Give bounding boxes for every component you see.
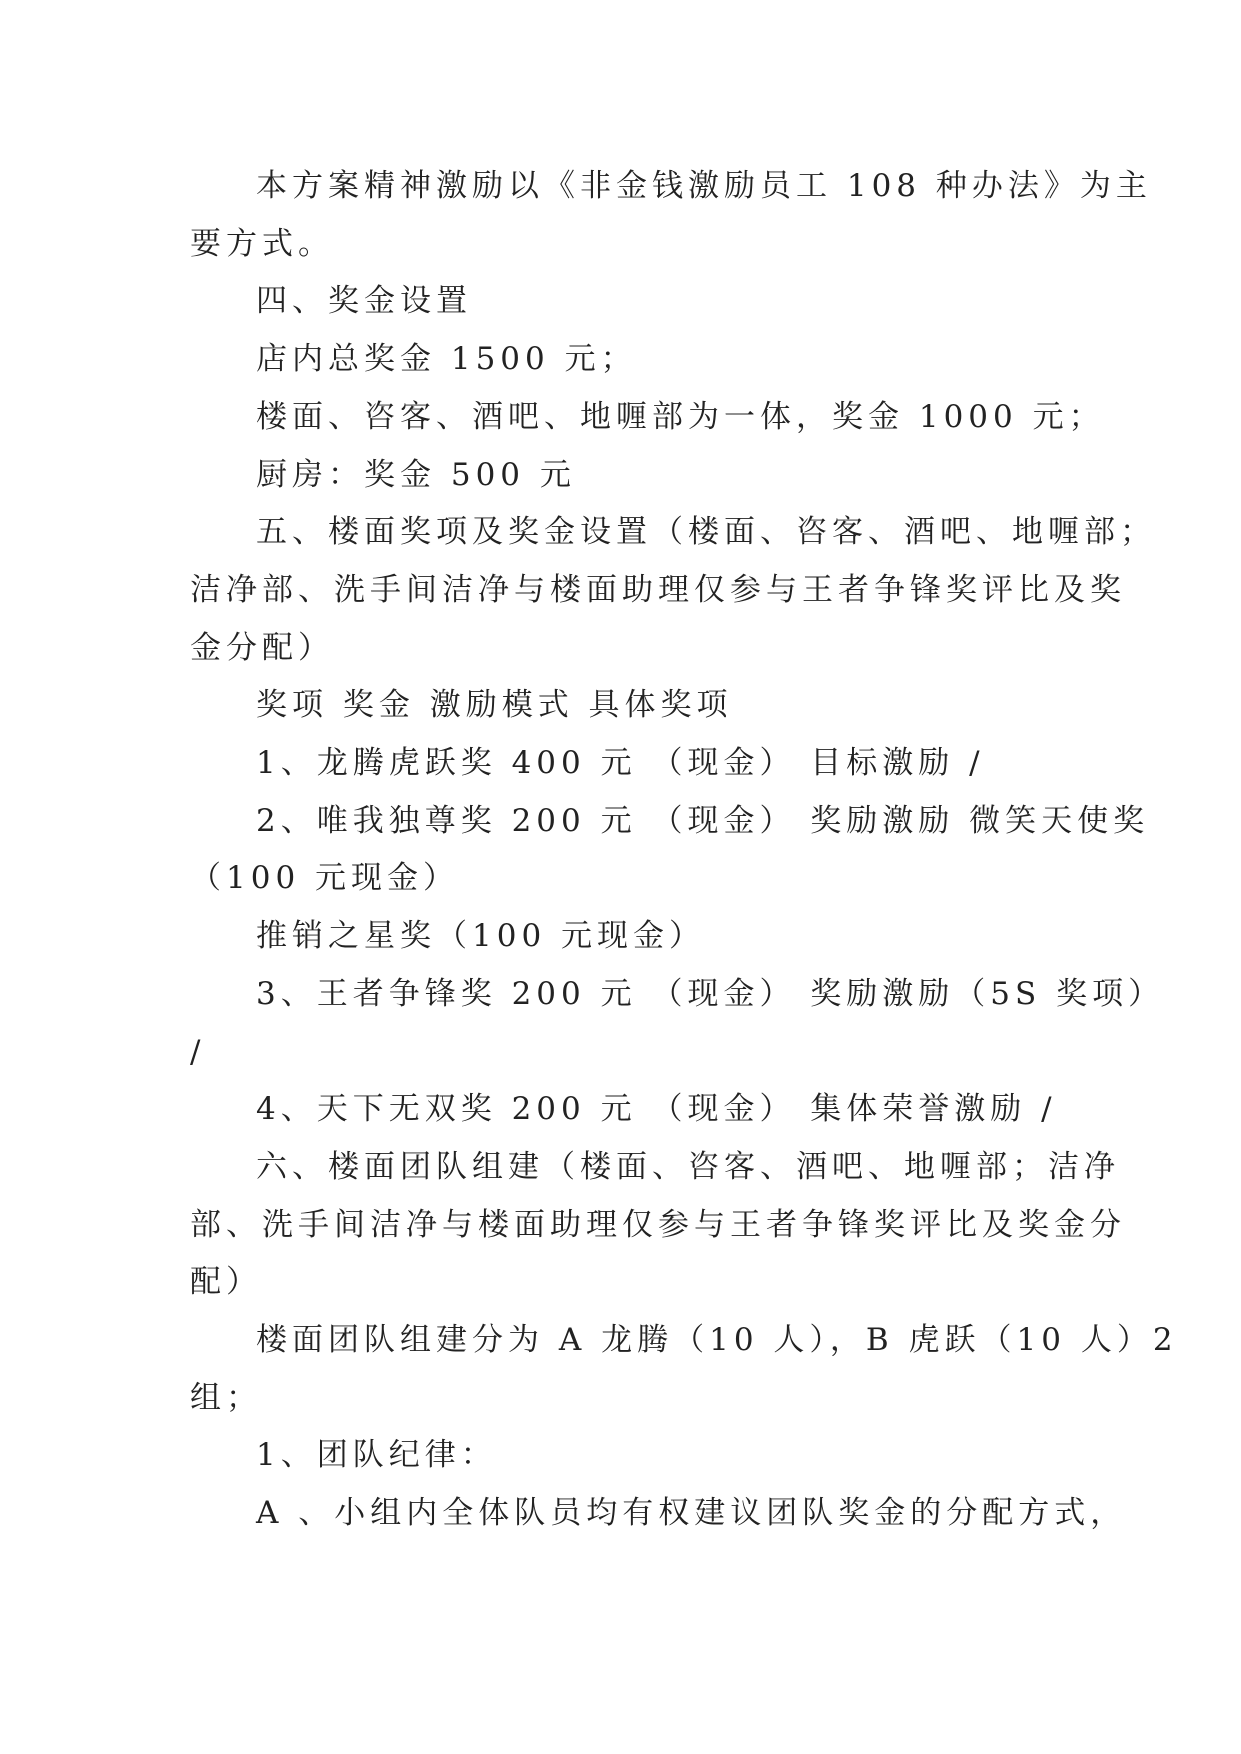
section-heading: 六、楼面团队组建（楼面、咨客、酒吧、地喱部；洁净 — [256, 1148, 1120, 1185]
section-heading: 四、奖金设置 — [256, 283, 472, 320]
text-line: 1、龙腾虎跃奖 400 元 （现金） 目标激励 / — [256, 745, 985, 782]
text-line: / — [190, 1033, 206, 1070]
text-line: A 、小组内全体队员均有权建议团队奖金的分配方式， — [256, 1495, 1127, 1532]
text-line: 奖项 奖金 激励模式 具体奖项 — [256, 687, 733, 724]
text-line: 配） — [190, 1264, 262, 1301]
text-line: 组； — [190, 1379, 262, 1416]
text-line: 推销之星奖（100 元现金） — [256, 918, 706, 955]
text-line: 要方式。 — [190, 225, 334, 262]
text-line: （100 元现金） — [190, 860, 460, 897]
text-line: 3、王者争锋奖 200 元 （现金） 奖励激励（5S 奖项） — [256, 975, 1165, 1012]
text-line: 1、团队纪律： — [256, 1437, 497, 1474]
text-line: 楼面团队组建分为 A 龙腾（10 人），B 虎跃（10 人）2 — [256, 1322, 1178, 1359]
text-line: 本方案精神激励以《非金钱激励员工 108 种办法》为主 — [256, 168, 1152, 204]
text-line: 2、唯我独尊奖 200 元 （现金） 奖励激励 微笑天使奖 — [256, 802, 1150, 839]
text-line: 洁净部、洗手间洁净与楼面助理仅参与王者争锋奖评比及奖 — [190, 571, 1126, 608]
text-line: 部、洗手间洁净与楼面助理仅参与王者争锋奖评比及奖金分 — [190, 1206, 1126, 1243]
text-line: 厨房：奖金 500 元 — [256, 456, 576, 493]
document-body — [190, 158, 1178, 1543]
text-line: 楼面、咨客、酒吧、地喱部为一体，奖金 1000 元； — [256, 398, 1105, 435]
section-heading: 五、楼面奖项及奖金设置（楼面、咨客、酒吧、地喱部； — [256, 514, 1156, 551]
text-line: 金分配） — [190, 629, 334, 666]
text-line: 店内总奖金 1500 元； — [256, 341, 637, 378]
text-line: 4、天下无双奖 200 元 （现金） 集体荣誉激励 / — [256, 1091, 1057, 1128]
